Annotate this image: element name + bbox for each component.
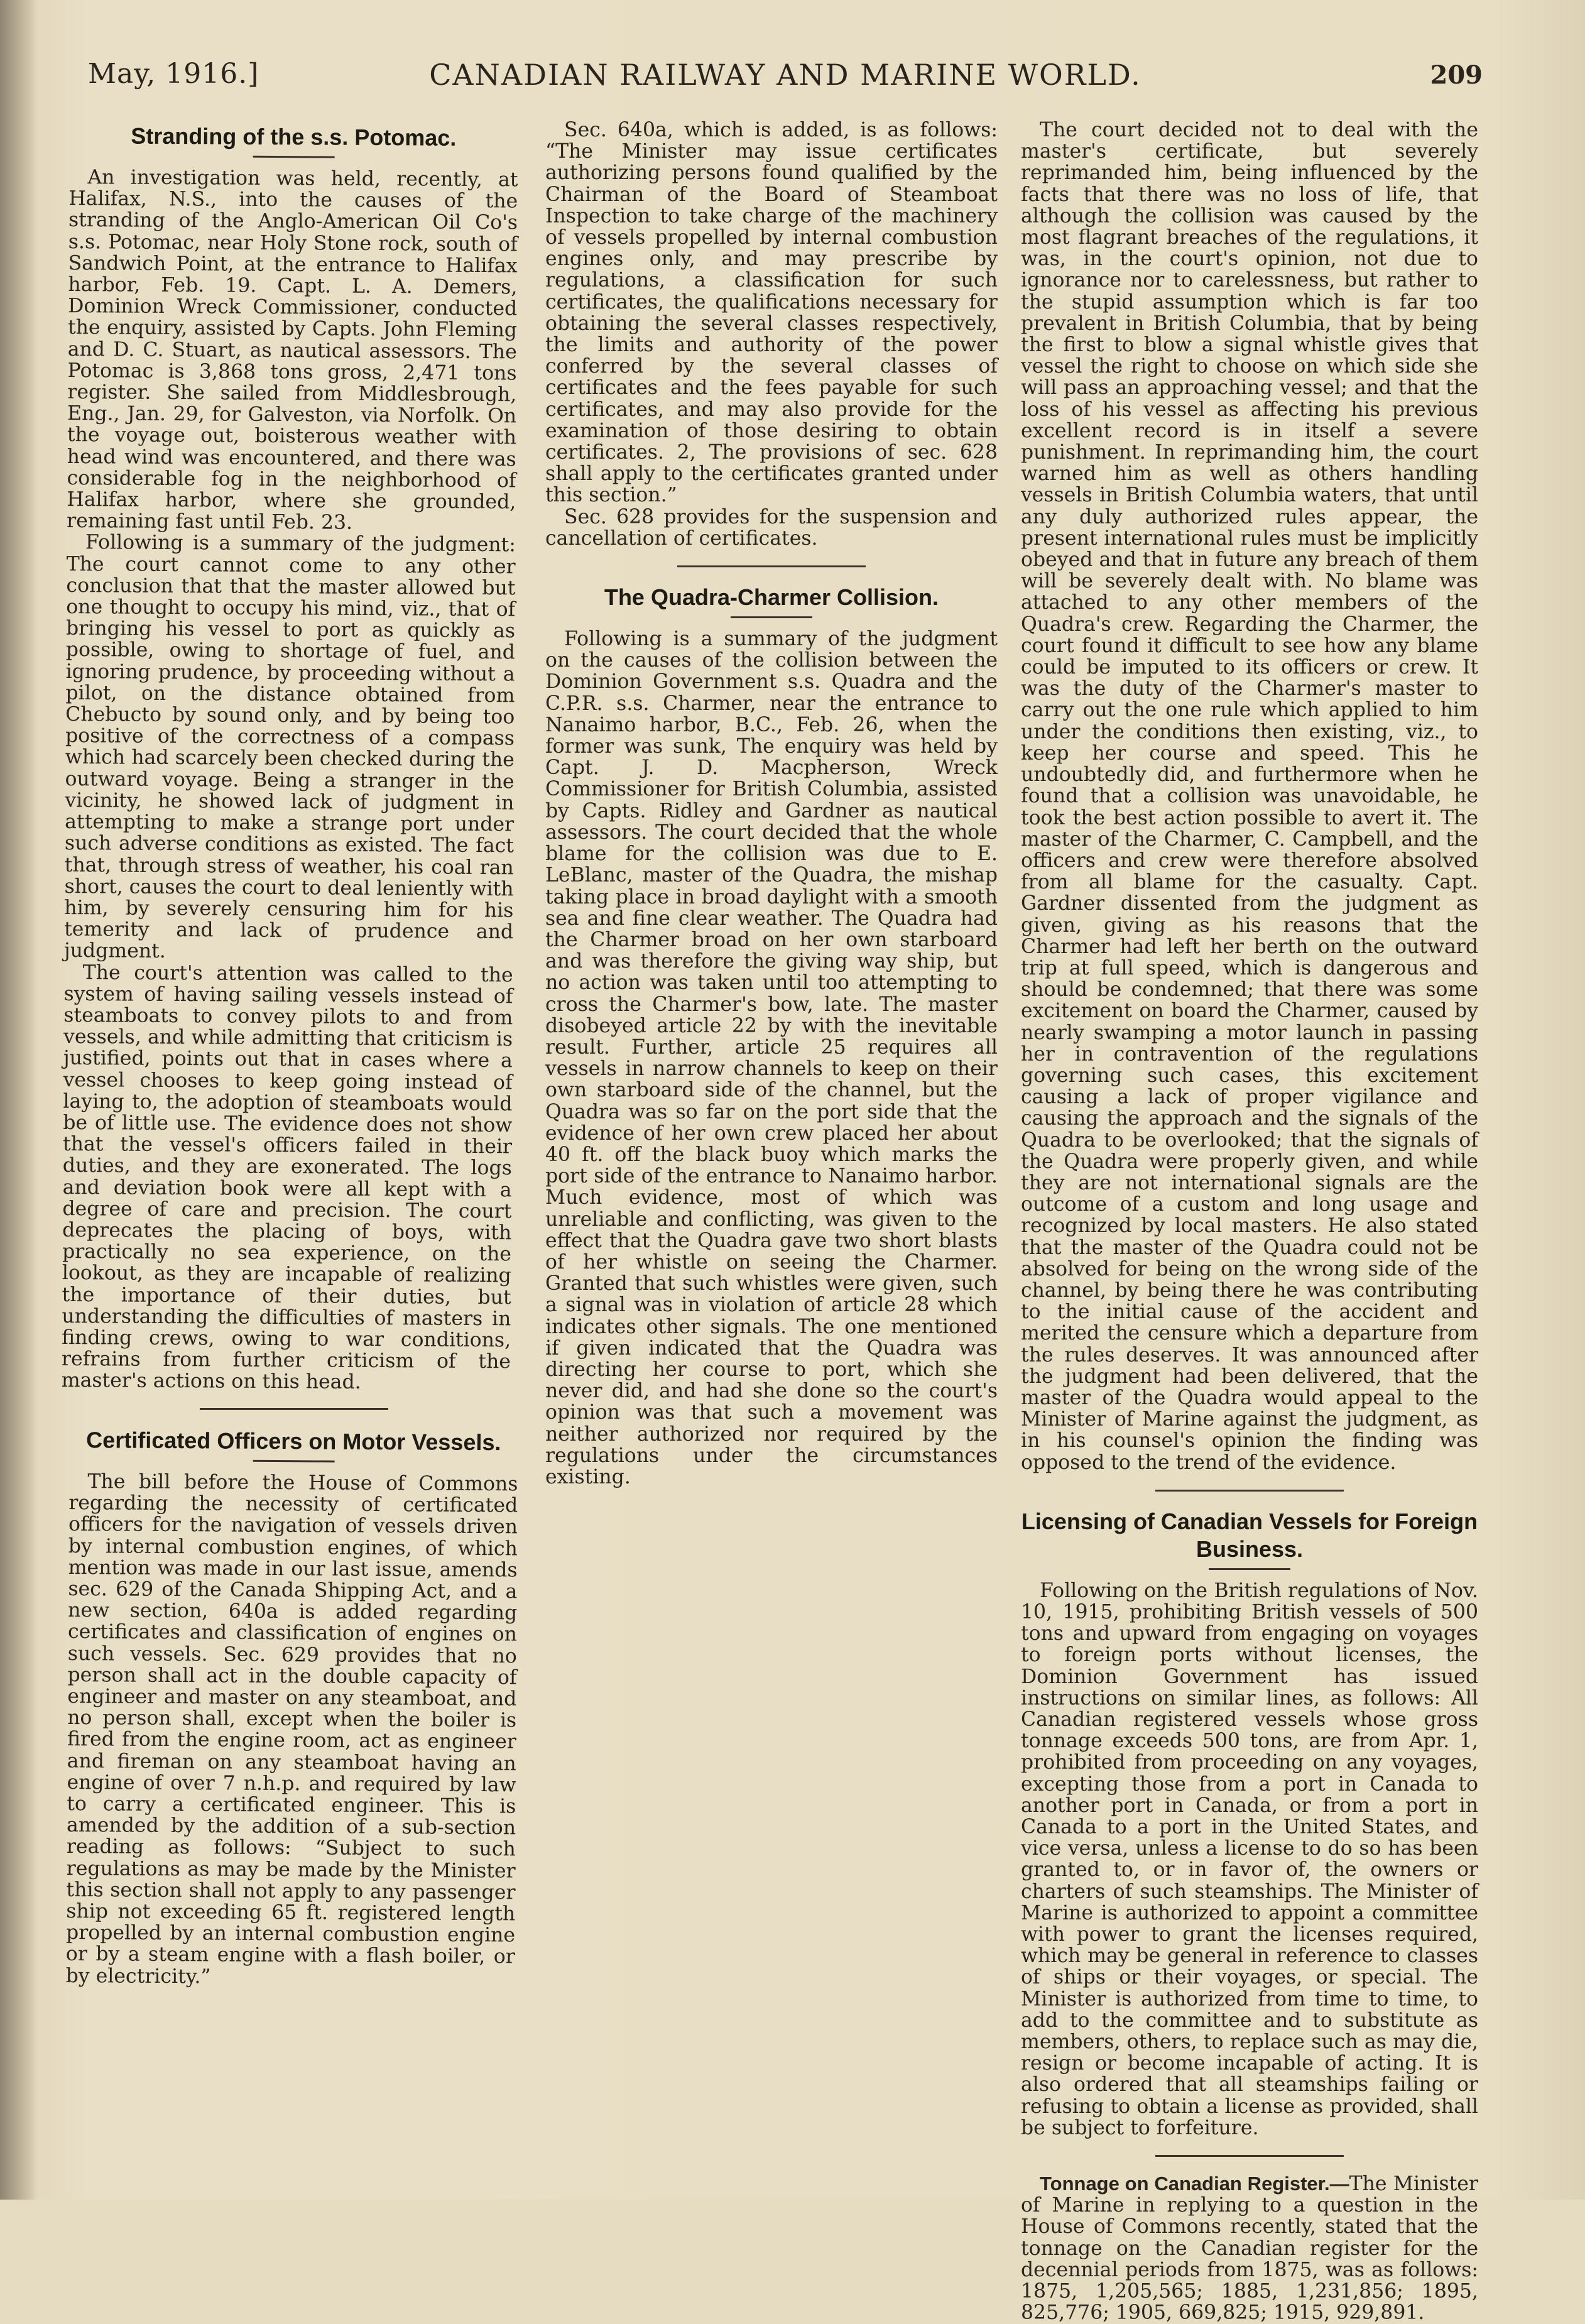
paragraph: Sec. 640a, which is added, is as follows: “The Minister may issue certificates authorizing persons found qualified by the Chairman of the Board of Steamboat Inspection to take charge of the machinery of vessels propelled by internal combustion engines only, and may prescribe by regulations, a classification for such certificates, the qualifications necessary for obtaining the several classes respectively, the limits and authority of the power conferred by the several classes of certificates and the fees payable for such certificates, and may also provide for the examination of those desiring to obtain certificates. 2, The provisions of sec. 628 shall apply to the certificates granted under this section.” — [545, 119, 998, 507]
article-potomac — [62, 122, 518, 1394]
article-separator — [1155, 1490, 1344, 1492]
paragraph: Sec. 628 provides for the suspension and cancellation of certificates. — [545, 505, 998, 550]
paragraph: The court's attention was called to the system of having sailing vessels instead of steamboats to convey pilots to and from vessels, and while admitting that criticism is justified, points out that in cases where a vessel chooses to keep going instead of laying to, the adoption of steamboats would be of little use. The evidence does not show that the vessel's officers failed in their duties, and they are exonerated. The logs and deviation book were all kept with a degree of care and precision. The court deprecates the placing of boys, with practically no sea experience, on the lookout, as they are incapable of realizing the importance of their duties, but understanding the difficulties of masters in finding crews, owing to war conditions, refrains from further criticism of the master's actions on this head. — [61, 961, 513, 1394]
paragraph: Following is a summary of the judgment: The court cannot come to any other conclusion that that the master allowed but one thought to occupy his mind, viz., that of bringing his vessel to port as quickly as possible, owing to shortage of fuel, and ignoring prudence, by proceeding without a pilot, on the distance obtained from Chebucto by sound only, and by being too positive of the correctness of a compass which had scarcely been checked during the outward voyage. Being a stranger in the vicinity, he showed lack of judgment in attempting to make a strange port under such adverse conditions as existed. The fact that, through stress of weather, his coal ran short, causes the court to deal leniently with him, by severely censuring him for his temerity and lack of prudence and judgment. — [63, 531, 516, 963]
paragraph-text: The Minister of Marine in replying to a question in the House of Commons recently, stated that the tonnage on the Canadian register for the decennial periods from 1875, was as follows: 1875, 1,205,565; 1885, 1,231,856; 1895, 825,776; 1905, 669,825; 1915, 929,891. — [1021, 2173, 1478, 2324]
article-quadra — [545, 584, 998, 1488]
article-certificated — [66, 1426, 518, 1989]
paragraph: The bill before the House of Commons regarding the necessity of certificated officers for the navigation of vessels driven by internal combustion engines, of which mention was made in our last issue, amends sec. 629 of the Canada Shipping Act, and a new section, 640a is added regarding certificates and classification of engines on such vessels. Sec. 629 provides that no person shall act in the double capacity of engineer and master on any steamboat, and no person shall, except when the boiler is fired from the engine room, act as engineer and fireman on any steamboat having an engine of over 7 n.h.p. and required by law to carry a certificated engineer. This is amended by the addition of a sub-section reading as follows: “Subject to such regulations as may be made by the Minister this section shall not apply to any passenger ship not exceeding 65 ft. registered length propelled by an internal combustion engine or by a steam engine with a flash boiler, or by electricity.” — [65, 1470, 518, 1988]
article-separator — [677, 565, 866, 567]
paragraph: Following on the British regulations of Nov. 10, 1915, prohibiting British vessels of 500 tons and upward from engaging on voyages to foreign ports without licenses, the Dominion Government has issued instructions on similar lines, as follows: All Canadian registered vessels whose gross tonnage exceeds 500 tons, are from Apr. 1, prohibited from proceeding on any voyages, excepting those from a port in Canada to another port in Canada, or from a port in Canada to a port in the United States, and vice versa, unless a license to do so has been granted to, or in favor of, the owners or charters of such steamships. The Minister of Marine is authorized to appoint a committee with power to grant the licenses required, which may be general in reference to classes of ships or their voyages, or special. The Minister is authorized from time to time, to add to the committee and to substitute as members, others, to replace such as may die, resign or become incapable of acting. It is also ordered that all steamships failing or refusing to obtain a license as provided, shall be subject to forfeiture. — [1021, 1579, 1478, 2139]
paragraph: The court decided not to deal with the master's certificate, but severely reprimanded him, being influenced by the facts that there was no loss of life, that although the collision was caused by the most flagrant breaches of the regulations, it was, in the court's opinion, not due to ignorance nor to carelessness, but rather to the stupid assumption which is far too prevalent in British Columbia, that by being the first to blow a signal whistle gives that vessel the right to choose on which side she will pass an approaching vessel; and that the loss of his vessel as affecting his previous excellent record is in itself a severe punishment. In reprimanding him, the court warned him as well as others handling vessels in British Columbia waters, that until any duly authorized rules appear, the present international rules must be implicitly obeyed and that in future any breach of them will be severely dealt with. No blame was attached to any other members of the Quadra's crew. Regarding the Charmer, the court found it difficult to see how any blame could be imputed to its officers or crew. It was the duty of the Charmer's master to carry out the one rule which applied to him under the conditions then existing, viz., to keep her course and speed. This he undoubtedly did, and furthermore when he found that a collision was unavoidable, he took the best action possible to avert it. The master of the Charmer, C. Campbell, and the officers and crew were therefore absolved from all blame for the casualty. Capt. Gardner dissented from the judgment as given, giving as his reasons that the Charmer had left her berth on the outward trip at full speed, which is dangerous and should be condemned; that there was some excitement on board the Charmer, caused by nearly swamping a motor launch in passing her in contravention of the regulations governing such cases, this excitement causing a lack of proper vigilance and causing the approach and the signals of the Quadra to be overlooked; that the signals of the Quadra were properly given, and while they are not international signals are the outcome of a custom and long usage and recognized by local masters. He also stated that the master of the Quadra could not be absolved for being on the wrong side of the channel, by being there he was contributing to the initial cause of the accident and merited the censure which a departure from the rules deserves. It was announced after the judgment had been delivered, that the master of the Quadra would appeal to the Minister of Marine against the judgment, as in his counsel's opinion the finding was opposed to the trend of the evidence. — [1021, 119, 1478, 1474]
runin-heading: Tonnage on Canadian Register.— — [1040, 2173, 1349, 2195]
running-header — [88, 58, 1483, 102]
article-separator — [1155, 2155, 1344, 2157]
article-separator — [200, 1408, 388, 1410]
paragraph: An investigation was held, recently, at Halifax, N.S., into the causes of the stranding of the Anglo-American Oil Co's s.s. Potomac, near Holy Stone rock, south of Sandwich Point, at the entrance to Halifax harbor, Feb. 19. Capt. L. A. Demers, Dominion Wreck Commissioner, conducted the enquiry, assisted by Capts. John Fleming and D. C. Stuart, as nautical assessors. The Potomac is 3,868 tons gross, 2,471 tons register. She sailed from Middlesbrough, Eng., Jan. 29, for Galveston, via Norfolk. On the voyage out, boisterous weather with head wind was encountered, and there was considerable fog in the neighborhood of Halifax harbor, where she grounded, remaining fast until Feb. 23. — [67, 166, 518, 535]
article-tonnage — [1021, 2173, 1478, 2323]
column-1 — [61, 119, 518, 2155]
article-title: Licensing of Canadian Vessels for Foreign Business. — [1021, 1508, 1478, 1562]
title-rule — [731, 616, 812, 618]
column-2 — [545, 119, 998, 2155]
article-title: The Quadra-Charmer Collision. — [604, 584, 939, 611]
paragraph: Following is a summary of the judgment on the causes of the collision between the Dominion Government s.s. Quadra and the C.P.R. s.s. Charmer, near the entrance to Nanaimo harbor, B.C., Feb. 26, when the former was sunk, The enquiry was held by Capt. J. D. Macpherson, Wreck Commissioner for British Columbia, assisted by Capts. Ridley and Gardner as nautical assessors. The court decided that the whole blame for the collision was due to E. LeBlanc, master of the Quadra, the mishap taking place in broad daylight with a smooth sea and fine clear weather. The Quadra had the Charmer broad on her own starboard and was therefore the giving way ship, but no action was taken until too attempting to cross the Charmer's bow, late. The master disobeyed article 22 by with the inevitable result. Further, article 25 requires all vessels in narrow channels to keep on their own starboard side of the channel, but the Quadra was so far on the port side that the evidence of her own crew placed her about 40 ft. off the black buoy which marks the port side of the entrance to Nanaimo harbor. Much evidence, most of which was unreliable and conflicting, was given to the effect that the Quadra gave two short blasts of her whistle on seeing the Charmer. Granted that such whistles were given, such a signal was in violation of article 28 which indicates other signals. The one mentioned if given indicated that the Quadra was directing her course to port, which she never did, and had she done so the court's opinion was that such a movement was neither authorized nor required by the regulations under the circumstances existing. — [545, 628, 998, 1488]
article-title: Stranding of the s.s. Potomac. — [131, 123, 457, 151]
title-rule — [253, 1459, 334, 1462]
title-rule — [253, 156, 334, 158]
book-spine-shadow — [0, 0, 38, 2200]
header-date: May, 1916.] — [88, 58, 259, 90]
title-rule — [1209, 1568, 1290, 1570]
article-licensing — [1021, 1508, 1478, 2139]
header-title: CANADIAN RAILWAY AND MARINE WORLD. — [429, 58, 1141, 92]
column-3 — [1021, 119, 1478, 2324]
article-title: Certificated Officers on Motor Vessels. — [86, 1426, 501, 1455]
page-number: 209 — [1430, 60, 1483, 90]
